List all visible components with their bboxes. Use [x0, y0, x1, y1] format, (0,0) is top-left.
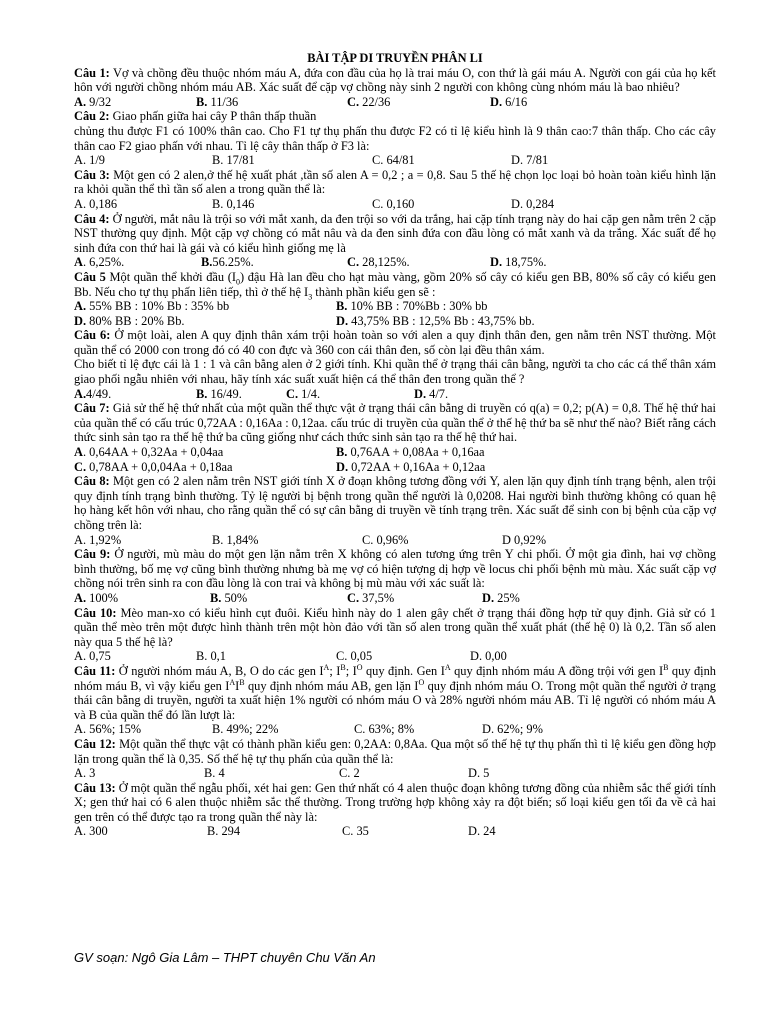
question-text: Mèo man-xo có kiểu hình cụt đuôi. Kiểu hình này do 1 alen gây chết ở trạng thái đồng hợp tử quy định. Giả sử có 1 quần thể mèo trên một được hình thành trên một hòn đảo với tần số alen trong quần thể xuất phát (thế hệ 0) là 0,2. Tần số alen này qua 5 thế hệ là? — [74, 605, 716, 649]
question-text: Một gen có 2 alen nằm trên NST giới tính X ở đoạn không tương đồng với Y, alen lặn quy định tính trạng bệnh, alen trội quy định tính trạng bình thường. Tỷ lệ người bị bệnh trong quần thể người là 0,0208. Hai người bình thường không có quan hệ họ hàng kết hôn với nhau, cho rằng quần thể có sự cân bằng di truyền về tính trạng trên. Xác suất để sinh con bị bệnh của cặp vợ chồng trên là: — [74, 474, 716, 532]
option-a: A. 1/9 — [74, 153, 105, 168]
option-b: B. 294 — [207, 824, 241, 839]
question-text: Một quần thể thực vật có thành phần kiểu gen: 0,2AA: 0,8Aa. Qua một số thế hệ tự thụ phấn thì tỉ lệ kiểu gen đồng hợp lặn trong quần thể là 0,35. Số thế hệ tự thụ phấn của quần thể là: — [74, 736, 716, 766]
option-b: B.56.25%. — [201, 255, 254, 270]
answer-row — [74, 445, 716, 460]
option-c: C. 28,125%. — [347, 255, 410, 270]
answer-row — [74, 824, 716, 839]
option-a: A. 1,92% — [74, 532, 122, 547]
option-d: D. 18,75%. — [490, 255, 547, 270]
answer-row — [74, 197, 716, 212]
answer-row — [74, 95, 716, 110]
option-c: D. 80% BB : 20% Bb. — [74, 313, 185, 328]
question-7 — [74, 401, 716, 445]
answer-row — [74, 314, 716, 329]
option-b: B. 4 — [204, 766, 225, 781]
option-c: C. 0,78AA + 0,0,04Aa + 0,18aa — [74, 459, 233, 474]
option-d: D. 6/16 — [490, 94, 528, 109]
question-label: Câu 1: — [74, 65, 110, 80]
answer-row — [74, 153, 716, 168]
question-text: Giao phấn giữa hai cây P thân thấp thuần — [109, 109, 317, 124]
option-a: A. 0,75 — [74, 649, 111, 664]
question-label: Câu 2: — [74, 109, 110, 124]
answer-row — [74, 766, 716, 781]
question-text: Một gen có 2 alen,ở thế hệ xuất phát ,tần số alen A = 0,2 ; a = 0,8. Sau 5 thế hệ chọn lọc loại bỏ hoàn toàn kiểu hình lặn ra khỏi quần thể thì tần số alen a trong quần thể là: — [74, 167, 716, 197]
question-8 — [74, 474, 716, 532]
option-a: A. 300 — [74, 824, 108, 839]
option-b: B. 0,1 — [196, 649, 226, 664]
option-d: D. 24 — [468, 824, 496, 839]
question-label: Câu 3: — [74, 167, 110, 182]
question-text: Ở một loài, alen A quy định thân xám trội hoàn toàn so với alen a quy định thân đen, gen nằm trên NST thường. Một quần thể có 2000 con trong đó có 40 con đực và 360 con cái thân đen, số còn lại đều thân xám. — [74, 328, 716, 357]
answer-row — [74, 649, 716, 664]
option-c: C. 1/4. — [286, 386, 321, 401]
option-c: C. 0,05 — [336, 649, 373, 664]
option-c: C. 35 — [342, 824, 369, 839]
question-label: Câu 9: — [74, 547, 111, 562]
option-c: C. 64/81 — [372, 153, 415, 168]
option-d: D. 0,284 — [511, 196, 555, 211]
option-b: B. 49%; 22% — [212, 722, 279, 737]
option-c: C. 0,96% — [362, 532, 409, 547]
question-2 — [74, 109, 716, 124]
option-b: B. 1,84% — [212, 532, 259, 547]
answer-row — [74, 460, 716, 475]
option-c: C. 37,5% — [347, 590, 395, 605]
question-11: Câu 11: Ở người nhóm máu A, B, O do các gen $I^A$; $I^B$; $I^O$ quy định. Gen $I^A$ quy định nhóm máu A đồng trội với gen $I^B$ quy định nhóm máu B, vì vậy kiểu gen $I^AI^B$ quy định nhóm máu AB, gen lặn $I^O$ quy định nhóm máu O. Trong một quần thể người ở trạng thái cân bằng di truyền, người ta xuất hiện 1% người có nhóm máu O và 28% người nhóm máu AB. Tỉ lệ người có nhóm máu A và B của quần thể đó lần lượt là: — [74, 662, 716, 722]
option-a: A. 3 — [74, 766, 96, 781]
option-d: D. 43,75% BB : 12,5% Bb : 43,75% bb. — [336, 313, 535, 328]
option-b: B. 0,76AA + 0,08Aa + 0,16aa — [336, 445, 485, 460]
question-text: Vợ và chồng đều thuộc nhóm máu A, đứa con đầu của họ là trai máu O, con thứ là gái máu A. Người con gái của họ kết hôn với người chồng nhóm máu AB. Xác suất để cặp vợ chồng này sinh 2 người con không cùng nhóm máu là bao nhiêu? — [74, 65, 716, 95]
answer-row — [74, 722, 716, 737]
question-12 — [74, 737, 716, 766]
page-footer: GV soạn: Ngô Gia Lâm – THPT chuyên Chu Văn An — [74, 950, 376, 965]
answer-row — [74, 387, 716, 402]
option-d: D. 62%; 9% — [482, 722, 543, 737]
option-a: A. 0,64AA + 0,32Aa + 0,04aa — [74, 445, 224, 460]
option-a: A. 56%; 15% — [74, 722, 142, 737]
question-label: Câu 6: — [74, 328, 111, 343]
page-title: BÀI TẬP DI TRUYỀN PHÂN LI — [307, 51, 483, 65]
question-6 — [74, 328, 716, 357]
option-d: D. 25% — [482, 590, 520, 605]
option-d: D. 0,72AA + 0,16Aa + 0,12aa — [336, 459, 486, 474]
question-text: Giả sử thế hệ thứ nhất của một quần thể thực vật ở trạng thái cân bằng di truyền có q(a) = 0,2; p(A) = 0,8. Thế hệ thứ hai của quần thể có cấu trúc 0,72AA : 0,16Aa : 0,12aa. cấu trúc di truyền của quần thể ở thế hệ thứ ba sẽ như thế nào? Biết rằng cách thức sinh sản tạo ra thế hệ thứ ba cũng giống như cách thức sinh sản tạo ra thế hệ thứ hai. — [74, 401, 716, 445]
question-text: Ở người, mù màu do một gen lặn nằm trên X không có alen tương ứng trên Y chi phối. Ở một gia đình, hai vợ chồng bình thường, bố mẹ vợ cũng bình thường nhưng bà mẹ vợ có hiện tượng dị hợp về locus chi phối bệnh mù màu. Xác suất cặp vợ chồng nói trên sinh ra con đầu lòng là con trai và không bị mù màu với xác suất là: — [74, 547, 716, 591]
option-d: D 0,92% — [502, 532, 547, 547]
answer-row — [74, 533, 716, 548]
option-a: A. 55% BB : 10% Bb : 35% bb — [74, 299, 230, 314]
option-d: D. 0,00 — [470, 649, 507, 664]
question-label: Câu 4: — [74, 211, 110, 226]
option-b: B. 50% — [210, 590, 248, 605]
question-2-continued: chủng thu được F1 có 100% thân cao. Cho F1 tự thụ phấn thu được F2 có tỉ lệ kiểu hình là 9 thân cao:7 thân thấp. Cho các cây thân cao F2 giao phấn với nhau. Tỉ lệ cây thân thấp ở F3 là: — [74, 123, 716, 153]
question-label: Câu 8: — [74, 474, 110, 489]
option-c: C. 22/36 — [347, 94, 391, 109]
option-a: A. 100% — [74, 590, 119, 605]
question-5: Câu 5 Một quần thể khởi đầu $(I_0)$ đậu Hà lan đều cho hạt màu vàng, gồm 20% số cây có kiểu gen BB, 80% số cây có kiểu gen Bb. Nếu cho tự thụ phấn liên tiếp, thì ở thế hệ $I_3$ thành phần kiểu gen sẽ : — [74, 269, 716, 301]
question-9 — [74, 547, 716, 591]
question-label: Câu 10: — [74, 605, 117, 620]
option-a: A. 6,25%. — [74, 255, 125, 270]
option-b: B. 11/36 — [196, 94, 239, 109]
option-d: D. 5 — [468, 766, 490, 781]
question-10 — [74, 606, 716, 650]
option-c: C. 63%; 8% — [354, 722, 415, 737]
question-6-continued: Cho biết tỉ lệ đực cái là 1 : 1 và cân bằng alen ở 2 giới tính. Khi quần thể ở trạng thái cân bằng, người ta cho các cá thể thân xám giao phối ngẫu nhiên với nhau, hãy tính xác suất xuất hiện cá thể thân đen trong quần thể ? — [74, 357, 716, 387]
option-b: B. 0,146 — [212, 196, 255, 211]
question-label: Câu 13: — [74, 780, 116, 795]
question-1 — [74, 66, 716, 95]
option-b: B. 17/81 — [212, 153, 255, 168]
question-label: Câu 11: — [74, 663, 116, 678]
question-label: Câu 5 — [74, 269, 106, 284]
question-4 — [74, 212, 716, 256]
answer-row — [74, 299, 716, 314]
option-b: B. 10% BB : 70%Bb : 30% bb — [336, 299, 488, 314]
option-d: D. 4/7. — [414, 386, 449, 401]
answer-row — [74, 255, 716, 270]
question-label: Câu 12: — [74, 736, 116, 751]
option-c: C. 2 — [339, 766, 360, 781]
option-a: A. 0,186 — [74, 196, 118, 211]
answer-row — [74, 591, 716, 606]
document-body — [74, 51, 716, 839]
question-text: Ở người, mắt nâu là trội so với mắt xanh, da đen trội so với da trắng, hai cặp tính trạng này do hai cặp gen nằm trên 2 cặp NST thường quy định. Một cặp vợ chồng có mắt nâu và da đen sinh đứa con đầu lòng có mắt xanh và da trắng. Xác suất để họ sinh đứa con thứ hai là gái và có kiểu hình giống mẹ là — [74, 211, 716, 255]
option-d: D. 7/81 — [511, 153, 549, 168]
question-text: Ở một quần thể ngẫu phối, xét hai gen: Gen thứ nhất có 4 alen thuộc đoạn không tương đồng của nhiễm sắc thể giới tính X; gen thứ hai có 6 alen thuộc nhiễm sắc thể thường. Trong trường hợp không xảy ra đột biến; số loại kiểu gen tối đa về cả hai gen trên có thể được tạo ra trong quần thể này là: — [74, 780, 716, 824]
option-a: A. 9/32 — [74, 94, 112, 109]
question-3 — [74, 168, 716, 197]
option-c: C. 0,160 — [372, 196, 415, 211]
question-label: Câu 7: — [74, 401, 110, 416]
question-13 — [74, 781, 716, 825]
option-a: A.4/49. — [74, 386, 112, 401]
option-b: B. 16/49. — [196, 386, 242, 401]
